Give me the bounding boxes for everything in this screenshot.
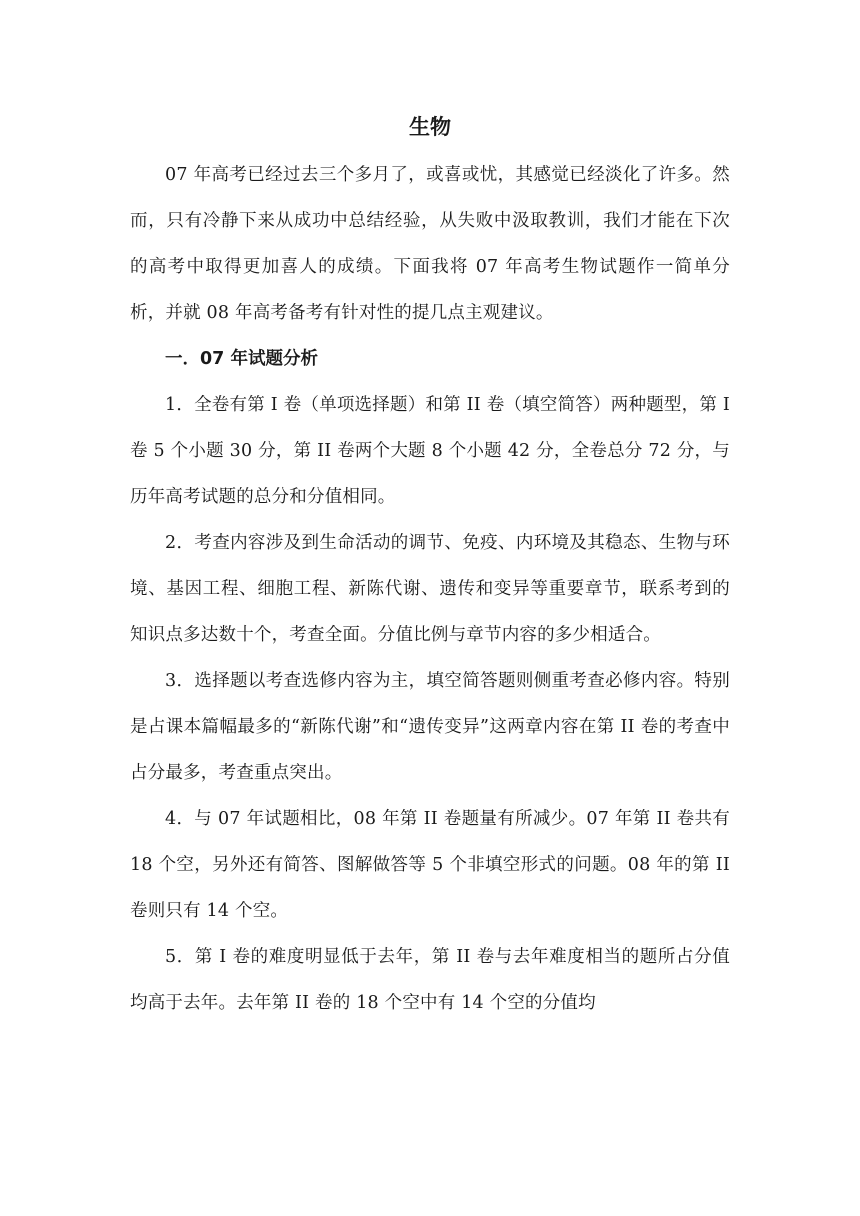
analysis-point-5: 5．第 I 卷的难度明显低于去年，第 II 卷与去年难度相当的题所占分值均高于去年。去年第 II 卷的 18 个空中有 14 个空的分值均 bbox=[130, 947, 730, 1013]
document-page bbox=[130, 108, 730, 1026]
intro-paragraph: 07 年高考已经过去三个多月了，或喜或忧，其感觉已经淡化了许多。然而，只有冷静下来从成功中总结经验，从失败中汲取教训，我们才能在下次的高考中取得更加喜人的成绩。下面我将 07 年高考生物试题作一简单分析，并就 08 年高考备考有针对性的提几点主观建议。 bbox=[130, 165, 730, 323]
analysis-point-1: 1．全卷有第 I 卷（单项选择题）和第 II 卷（填空简答）两种题型，第 I 卷 5 个小题 30 分，第 II 卷两个大题 8 个小题 42 分，全卷总分 72 分，与历年高考试题的总分和分值相同。 bbox=[130, 395, 730, 507]
analysis-point-2: 2．考查内容涉及到生命活动的调节、免疫、内环境及其稳态、生物与环境、基因工程、细胞工程、新陈代谢、遗传和变异等重要章节，联系考到的知识点多达数十个，考查全面。分值比例与章节内容的多少相适合。 bbox=[130, 533, 730, 645]
analysis-point-3: 3．选择题以考查选修内容为主，填空简答题则侧重考查必修内容。特别是占课本篇幅最多的“新陈代谢”和“遗传变异”这两章内容在第 II 卷的考查中占分最多，考查重点突出。 bbox=[130, 671, 730, 783]
section-heading: 一．07 年试题分析 bbox=[165, 349, 318, 369]
page-title: 生物 bbox=[409, 115, 451, 139]
analysis-point-4: 4．与 07 年试题相比，08 年第 II 卷题量有所减少。07 年第 II 卷共有 18 个空，另外还有简答、图解做答等 5 个非填空形式的问题。08 年的第 II 卷则只有 14 个空。 bbox=[130, 809, 730, 921]
